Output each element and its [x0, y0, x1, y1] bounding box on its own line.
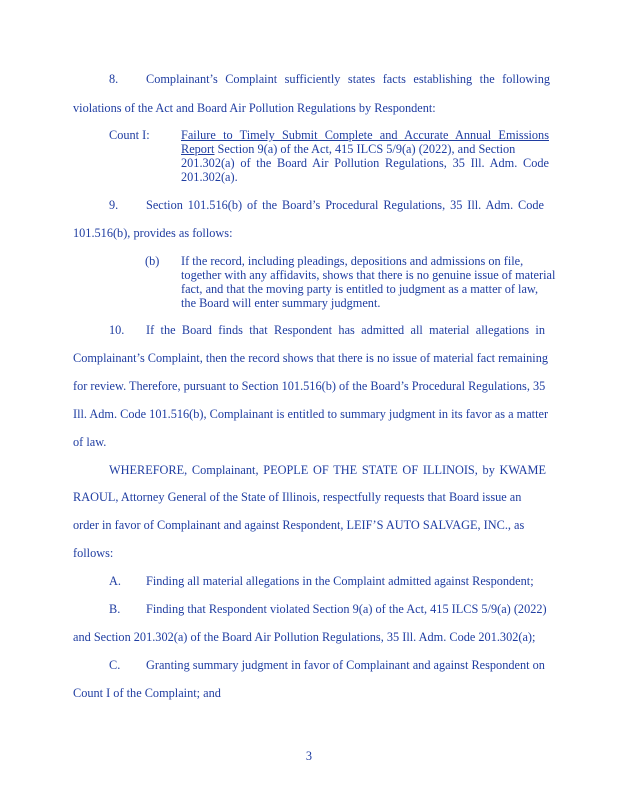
- wherefore-line4: follows:: [73, 546, 114, 560]
- quote-line1: If the record, including pleadings, depositions and admissions on file,: [181, 254, 524, 268]
- itemA-text: Finding all material allegations in the Complaint admitted against Respondent;: [146, 574, 534, 588]
- itemC-label: C.: [109, 658, 121, 672]
- para9-number: 9.: [109, 198, 119, 212]
- wherefore-line2: RAOUL, Attorney General of the State of Illinois, respectfully requests that Board issue an: [73, 490, 522, 504]
- itemA-label: A.: [109, 574, 121, 588]
- itemB-line2: and Section 201.302(a) of the Board Air Pollution Regulations, 35 Ill. Adm. Code 201.302(a);: [73, 630, 536, 644]
- para10-line4: Ill. Adm. Code 101.516(b), Complainant is entitled to summary judgment in its favor as a matter: [73, 407, 549, 421]
- itemB-line1: Finding that Respondent violated Section 9(a) of the Act, 415 ILCS 5/9(a) (2022): [146, 602, 547, 616]
- para8-line2: violations of the Act and Board Air Pollution Regulations by Respondent:: [73, 101, 436, 115]
- count1-line2-underlined: Report: [181, 142, 215, 156]
- para10-number: 10.: [109, 323, 125, 337]
- itemC-line2: Count I of the Complaint; and: [73, 686, 221, 700]
- count1-line3: 201.302(a) of the Board Air Pollution Regulations, 35 Ill. Adm. Code: [181, 156, 549, 170]
- count1-line1: Failure to Timely Submit Complete and Accurate Annual Emissions: [181, 128, 549, 142]
- para8-number: 8.: [109, 72, 119, 86]
- para9-line1: Section 101.516(b) of the Board’s Procedural Regulations, 35 Ill. Adm. Code: [146, 198, 544, 212]
- para10-line1: If the Board finds that Respondent has admitted all material allegations in: [146, 323, 545, 337]
- itemC-line1: Granting summary judgment in favor of Complainant and against Respondent on: [146, 658, 545, 672]
- para10-line2: Complainant’s Complaint, then the record shows that there is no issue of material fact remaining: [73, 351, 549, 365]
- para10-line3: for review. Therefore, pursuant to Section 101.516(b) of the Board’s Procedural Regulations, 35: [73, 379, 546, 393]
- itemB-label: B.: [109, 602, 121, 616]
- count1-line2-rest: Section 9(a) of the Act, 415 ILCS 5/9(a) (2022), and Section: [214, 142, 516, 156]
- quote-line4: the Board will enter summary judgment.: [181, 296, 381, 310]
- count1-label: Count I:: [109, 128, 150, 142]
- count1-line2: [181, 142, 549, 157]
- para9-line2: 101.516(b), provides as follows:: [73, 226, 233, 240]
- wherefore-line3: order in favor of Complainant and against Respondent, LEIF’S AUTO SALVAGE, INC., as: [73, 518, 525, 532]
- quote-line3: fact, and that the moving party is entitled to judgment as a matter of law,: [181, 282, 539, 296]
- quote-label: (b): [145, 254, 160, 268]
- page-number: 3: [305, 749, 313, 763]
- quote-line2: together with any affidavits, shows that there is no genuine issue of material: [181, 268, 556, 282]
- para10-line5: of law.: [73, 435, 107, 449]
- wherefore-line1: WHEREFORE, Complainant, PEOPLE OF THE STATE OF ILLINOIS, by KWAME: [109, 463, 546, 477]
- count1-line4: 201.302(a).: [181, 170, 238, 184]
- para8-line1: Complainant’s Complaint sufficiently states facts establishing the following: [146, 72, 550, 86]
